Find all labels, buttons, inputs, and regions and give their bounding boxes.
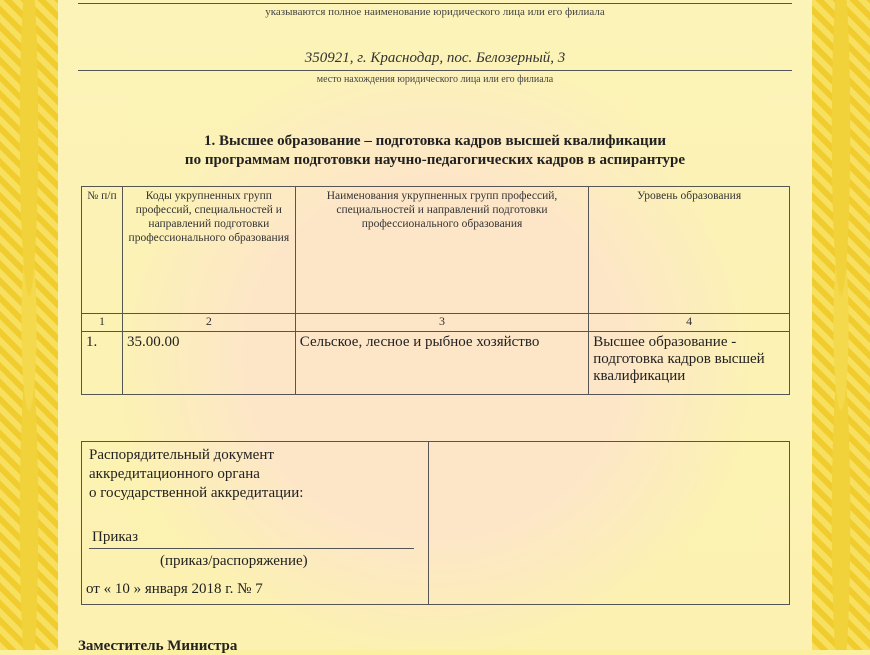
full-name-caption: указываются полное наименование юридического лица или его филиала [265,6,605,18]
address-caption: место нахождения юридического лица или его филиала [316,74,554,85]
signer-title: Заместитель Министра [78,638,238,654]
order-box-divider [428,442,429,604]
decorative-border-left [0,0,60,650]
accreditation-table [81,186,790,395]
table-row [82,332,790,395]
order-doc-type: Приказ [92,529,139,545]
header-level: Уровень образования [589,187,790,314]
address-text: 350921, г. Краснодар, пос. Белозерный, 3 [304,50,566,66]
row-code: 35.00.00 [122,332,295,395]
address-rule [78,70,792,71]
column-number: 3 [295,314,588,332]
order-box [81,441,790,605]
order-label [89,446,303,503]
order-label-line2: аккредитационного органа [89,466,260,482]
order-doc-type-rule [89,548,414,549]
order-date-line: от « 10 » января 2018 г. № 7 [86,581,263,597]
header-codes: Коды укрупненных групп профессий, специальностей и направлений подготовки профессионального образования [122,187,295,314]
row-name: Сельское, лесное и рыбное хозяйство [295,332,588,395]
row-level: Высшее образование - подготовка кадров высшей квалификации [589,332,790,395]
order-label-line3: о государственной аккредитации: [89,485,304,501]
column-number-row [82,314,790,332]
top-rule [78,3,792,4]
section-title [58,132,812,170]
certificate-sheet [58,0,812,654]
decorative-border-right [810,0,870,650]
header-num: № п/п [82,187,123,314]
table-header-row [82,187,790,314]
header-names: Наименования укрупненных групп профессий, специальностей и направлений подготовки профессионального образования [295,187,588,314]
column-number: 1 [82,314,123,332]
column-number: 2 [122,314,295,332]
column-number: 4 [589,314,790,332]
order-doc-type-caption: (приказ/распоряжение) [160,553,308,569]
order-label-line1: Распорядительный документ [89,447,274,463]
section-title-line1: 1. Высшее образование – подготовка кадров высшей квалификации [204,133,666,149]
section-title-line2: по программам подготовки научно-педагогических кадров в аспирантуре [184,152,686,168]
row-num: 1. [82,332,123,395]
